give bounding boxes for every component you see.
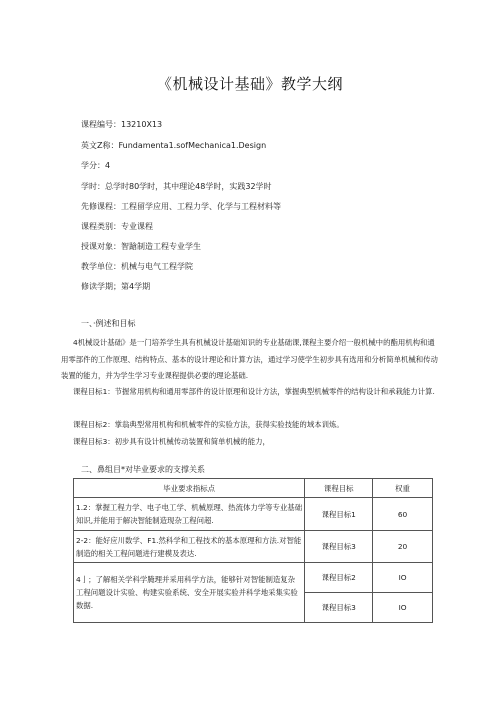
prerequisites: 先修课程：工程留学应用、工程力学、化学与工程材料等	[81, 202, 281, 211]
target-students: 授课对象：智蹌制造工程专业学生	[81, 242, 201, 251]
goal-cell: 课程目标2	[305, 563, 373, 593]
section-1-heading: 一、·例述和目标	[81, 319, 136, 328]
goal-cell: 课程目标3	[305, 593, 373, 623]
header-weight: 权重	[373, 479, 433, 498]
goal-cell: 课程目标3	[305, 531, 373, 563]
header-requirement: 毕业要求指标点	[74, 479, 305, 498]
course-category: 课程类别：专业课程	[81, 222, 153, 231]
course-goal-3: 课程目标3：初步具有设计机械传动装置和简单机械的能力，	[73, 437, 270, 446]
course-goal-2: 课程目标2：掌翁典型常用机构和机械零件的实验方法，获得实验技能的域本训炼。	[73, 420, 344, 429]
goal-cell: 课程目标1	[305, 498, 373, 531]
document-title: 《机械设计基础》教学大纲	[156, 75, 343, 93]
requirement-cell: 4亅；了解相关学科学腌理并采用科学方法，能够针对智能制造复杂工程问题设计实验、构建实验系统、安全开展实验并科学地采集实验数据.	[74, 563, 305, 623]
teaching-unit: 教学单位：机械与电气工程学院	[81, 262, 193, 271]
weight-cell: 60	[373, 498, 433, 531]
section-2-heading: 二、鼻组目*对毕业要求的支撑关系	[81, 465, 205, 474]
study-semester: 修读学期；第4学期	[81, 282, 151, 291]
class-hours: 学时：总学时80学时，其中理论48学时，实践32学时	[81, 182, 272, 191]
requirement-cell: 1.2：掌握工程力学、电子电工学、机械原理、热流体力学等专业基础知识,并能用于解决智能制造现杂工程问超.	[74, 498, 305, 531]
weight-cell: 20	[373, 531, 433, 563]
support-relation-table	[73, 478, 433, 623]
english-name: 英文Z称：Fundamenta1.sofMechanica1.Design	[81, 141, 267, 150]
table-row	[74, 531, 433, 563]
credits: 学分：4	[81, 161, 111, 170]
table-row	[74, 498, 433, 531]
course-goal-1: 课程目标1：节握常用机构和通用零部件的设计原理和设计方法，掌握典型机械零件的结构设计和承栽能力计算.	[73, 387, 435, 396]
table-row	[74, 563, 433, 593]
header-course-goal: 课程目标	[305, 479, 373, 498]
course-intro-paragraph: 4机械设计基础》是一门培养学生具有机械设计基础知识的专业基础课,课程主要介绍一般机械中的酯用机构和通用零部件的工作原理、结构特点、基本的设计理论和计算方法，通过学习使学生初步具有选用和分析简单机械和传动装置的能力，并为学生学习专业课程提供必要的理论基础.	[61, 338, 438, 380]
requirement-cell: 2-2：能好应川数学、F1.然科学和工程技术的基本原理和方法.对智能制造的相关工程问题进行建模及表达.	[74, 531, 305, 563]
weight-cell: IO	[373, 593, 433, 623]
course-code: 课程编号：13210X13	[81, 120, 163, 129]
weight-cell: IO	[373, 563, 433, 593]
table-header-row	[74, 479, 433, 498]
